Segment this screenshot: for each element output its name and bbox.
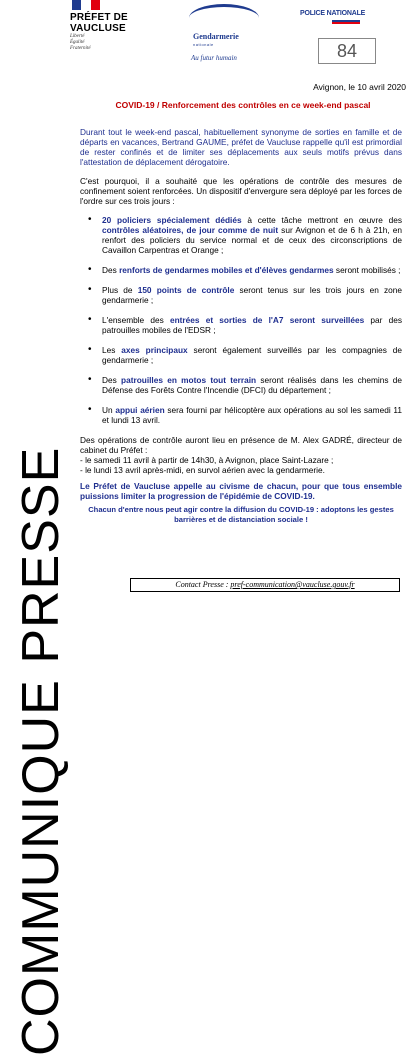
vertical-title-text: COMMUNIQUE PRESSE	[12, 446, 70, 1056]
contact-label: Contact Presse :	[175, 580, 231, 589]
bullet-text: seront également surveillés par les compagnies de gendarmerie ;	[102, 345, 402, 365]
para3-line: Des opérations de contrôle auront lieu en présence de M. Alex GADRÉ, directeur de cabinet du Préfet :	[80, 435, 402, 455]
gendarmerie-sub: nationale	[193, 42, 214, 47]
bullet-text: Un	[102, 405, 116, 415]
bullet-text: L'ensemble des	[102, 315, 170, 325]
measures-list	[102, 215, 402, 425]
bullet-bold: axes principaux	[121, 345, 188, 355]
header	[0, 0, 418, 72]
bullet-bold: contrôles aléatoires, de jour comme de nuit	[102, 225, 279, 235]
para3-line: - le lundi 13 avril après-midi, en survol aérien avec la gendarmerie.	[80, 465, 325, 475]
bullet-text: Plus de	[102, 285, 138, 295]
police-dept: 84	[318, 38, 376, 64]
motto-fraternite: Fraternité	[70, 46, 91, 51]
list-item	[102, 215, 402, 255]
police-title: POLICE NATIONALE	[300, 10, 366, 17]
subject: COVID-19 / Renforcement des contrôles en ce week-end pascal	[115, 100, 371, 110]
bullet-text: seront mobilisés ;	[333, 265, 401, 275]
para4: Le Préfet de Vaucluse appelle au civisme de chacun, pour que tous ensemble puissions limiter la progression de l'épidémie de COVID-19.	[80, 481, 402, 501]
motto-egalite: Égalité	[70, 40, 85, 45]
bullet-text: Des	[102, 265, 120, 275]
contact-box	[130, 578, 400, 592]
list-item	[102, 375, 402, 395]
list-item	[102, 285, 402, 305]
body	[80, 127, 402, 524]
closing: Chacun d'entre nous peut agir contre la diffusion du COVID-19 : adoptons les gestes barrières et de distanciation sociale !	[88, 505, 394, 524]
intro-text: Durant tout le week-end pascal, habituellement synonyme de sorties en famille et de départs en vacances, Bertrand GAUME, préfet de Vaucluse rappelle qu'il est primordial de rester confinés et de limiter ses déplacements aux seuls motifs prévus dans l'attestation de déplacement dérogatoire.	[80, 127, 402, 167]
list-item	[102, 405, 402, 425]
bullet-bold: patrouilles en motos tout terrain	[121, 375, 257, 385]
bullet-text: seront tenus sur les trois jours en zone gendarmerie ;	[102, 285, 403, 305]
gendarmerie-arc-icon	[189, 4, 259, 32]
bullet-bold: renforts de gendarmes mobiles et d'élèves gendarmes	[119, 265, 334, 275]
list-item	[102, 315, 402, 335]
french-flag-icon	[72, 0, 100, 10]
bullet-text: par des patrouilles mobiles de l'EDSR ;	[102, 315, 402, 335]
list-item	[102, 265, 402, 275]
bullet-bold: appui aérien	[115, 405, 165, 415]
bullet-text: sera fourni par hélicoptère aux opérations au sol les samedi 11 et lundi 13 avril.	[102, 405, 402, 425]
para3	[80, 435, 402, 475]
gendarmerie-name: Gendarmerie	[193, 32, 239, 41]
bullet-text: Les	[102, 345, 122, 355]
prefet-title: PRÉFET DE VAUCLUSE	[70, 12, 128, 34]
police-stripes-icon	[332, 20, 360, 24]
bullet-text: Des	[102, 375, 122, 385]
intro-paragraph	[80, 127, 402, 167]
date: Avignon, le 10 avril 2020	[313, 82, 406, 92]
bullet-text: seront réalisés dans les chemins de Défense des Forêts Contre l'Incendie (DFCI) du département ;	[102, 375, 403, 395]
contact-email-link[interactable]: pref-communication@vaucluse.gouv.fr	[230, 580, 355, 589]
gendarmerie-motto: Au futur humain	[191, 54, 237, 62]
police-logo	[300, 10, 396, 64]
gendarmerie-logo	[183, 4, 273, 70]
bullet-text: sur Avignon et de 6 h à 21h, en renfort des policiers du service normal et de ceux des circonscriptions de Cavaillon Carpentras et Orange ;	[102, 225, 403, 255]
para2: C'est pourquoi, il a souhaité que les opérations de contrôle des mesures de confinement soient renforcées. Un dispositif d'envergure sera déployé par les forces de l'ordre sur ces trois jours :	[80, 176, 402, 206]
list-item	[102, 345, 402, 365]
prefet-logo	[70, 0, 170, 52]
bullet-text: à cette tâche mettront en œuvre des	[241, 215, 403, 225]
para3-line: - le samedi 11 avril à partir de 14h30, à Avignon, place Saint-Lazare ;	[80, 455, 334, 465]
bullet-bold: 150 points de contrôle	[137, 285, 235, 295]
bullet-bold: 20 policiers spécialement dédiés	[102, 215, 242, 225]
vertical-title	[12, 70, 70, 1056]
motto-liberte: Liberté	[70, 34, 85, 39]
bullet-bold: entrées et sorties de l'A7 seront surveillées	[169, 315, 365, 325]
